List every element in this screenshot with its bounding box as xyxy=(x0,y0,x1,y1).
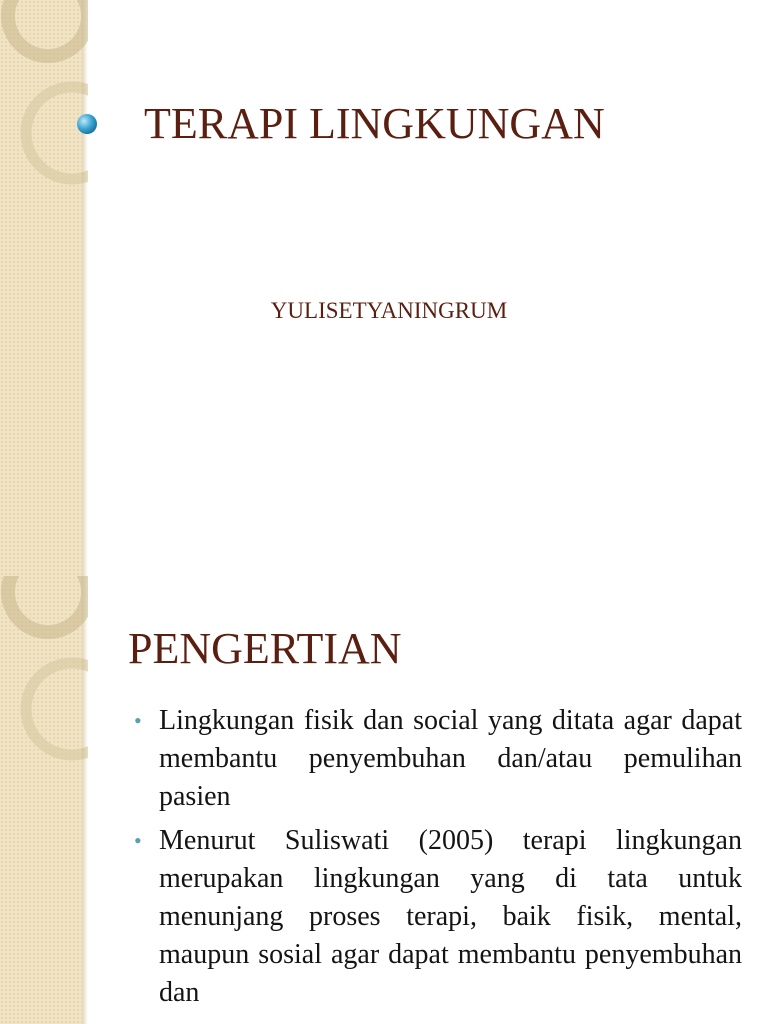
content-slide xyxy=(0,576,768,1024)
section-title: PENGERTIAN xyxy=(128,624,402,673)
bullet-list xyxy=(130,702,742,1018)
decorative-sidebar xyxy=(0,576,82,1024)
list-item xyxy=(130,822,742,1012)
decorative-rings-icon xyxy=(0,0,88,576)
blue-sphere-icon xyxy=(76,113,98,135)
sidebar-edge xyxy=(82,576,88,1024)
slide-title: TERAPI LINGKUNGAN xyxy=(144,99,605,148)
decorative-rings-icon xyxy=(0,576,88,1024)
bullet-dot-icon: • xyxy=(134,828,142,853)
list-item-text: Menurut Suliswati (2005) terapi lingkungan merupakan lingkungan yang di tata untuk menunjang proses terapi, baik fisik, mental, maupun sosial agar dapat membantu penyembuhan dan xyxy=(159,825,742,1008)
bullet-dot-icon: • xyxy=(134,708,142,733)
sidebar-edge xyxy=(82,0,88,576)
decorative-sidebar xyxy=(0,0,82,576)
author-name: YULISETYANINGRUM xyxy=(270,298,508,323)
list-item xyxy=(130,702,742,816)
list-item-text: Lingkungan fisik dan social yang ditata agar dapat membantu penyembuhan dan/atau pemulihan pasien xyxy=(159,705,742,812)
